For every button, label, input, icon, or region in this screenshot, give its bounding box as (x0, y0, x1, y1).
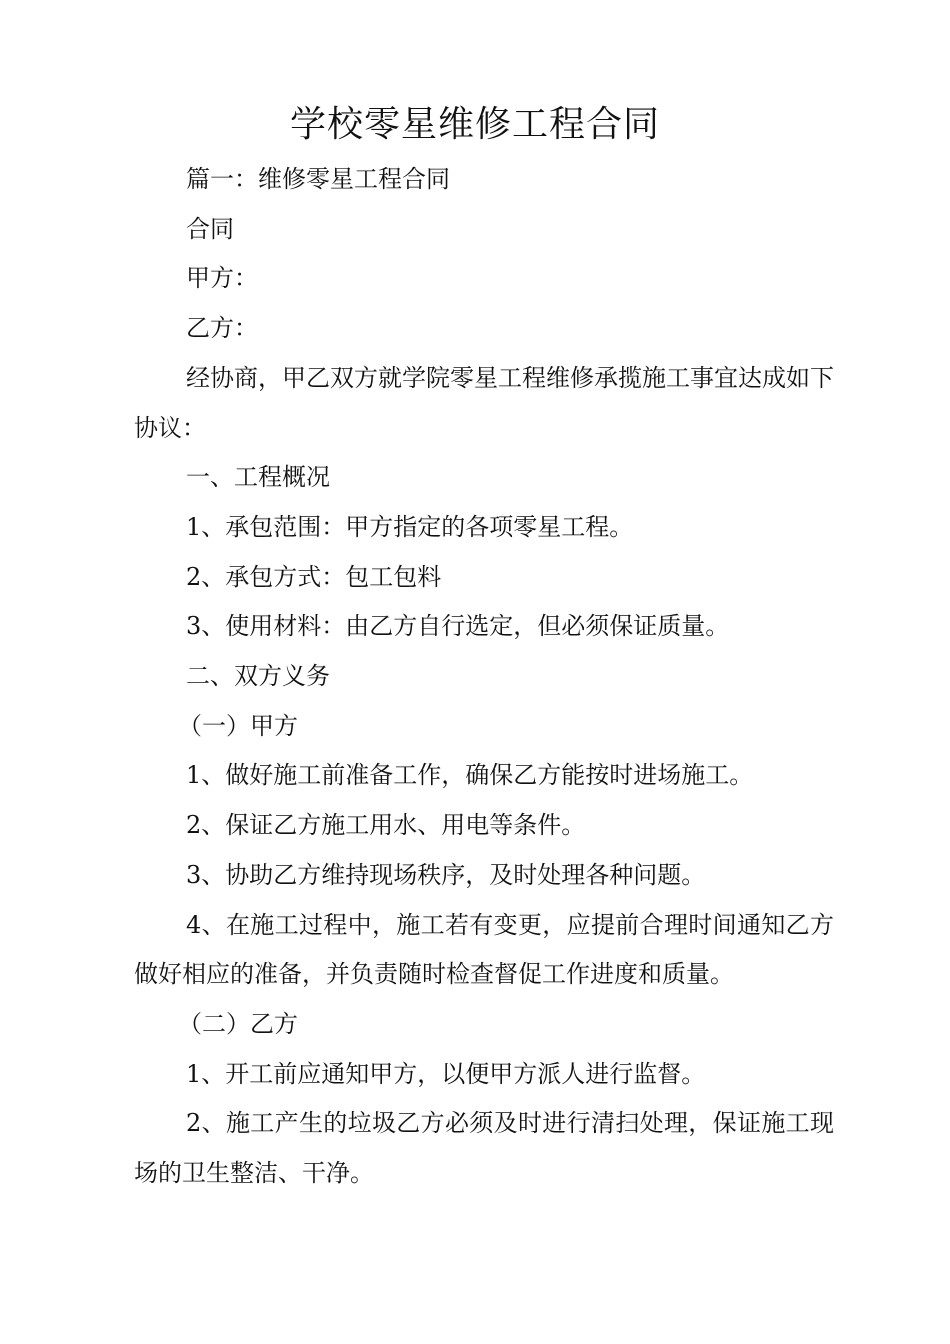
paragraph-materials: 3、使用材料：由乙方自行选定，但必须保证质量。 (186, 612, 730, 641)
paragraph-contract-label: 合同 (186, 214, 234, 243)
document-title: 学校零星维修工程合同 (289, 104, 660, 145)
paragraph-party-a-item-4: 4、在施工过程中，施工若有变更，应提前合理时间通知乙方做好相应的准备，并负责随时检查督促工作进度和质量。 (134, 910, 834, 989)
paragraph-party-a-item-2: 2、保证乙方施工用水、用电等条件。 (186, 811, 586, 840)
paragraph-party-a-item-1: 1、做好施工前准备工作，确保乙方能按时进场施工。 (186, 761, 754, 790)
document-body (134, 155, 834, 1199)
paragraph-section-heading: 篇一：维修零星工程合同 (186, 165, 450, 193)
paragraph-party-b-item-1: 1、开工前应通知甲方，以便甲方派人进行监督。 (186, 1059, 706, 1088)
paragraph-party-b: 乙方： (186, 314, 258, 343)
paragraph-party-a-item-3: 3、协助乙方维持现场秩序，及时处理各种问题。 (186, 860, 706, 889)
paragraph-scope: 1、承包范围：甲方指定的各项零星工程。 (186, 512, 634, 541)
paragraph-method: 2、承包方式：包工包料 (186, 562, 442, 591)
paragraph-heading-obligations: 二、双方义务 (186, 662, 330, 691)
paragraph-subheading-party-a: （一）甲方 (178, 711, 298, 740)
paragraph-agreement-intro: 经协商，甲乙双方就学院零星工程维修承揽施工事宜达成如下协议： (134, 363, 834, 442)
paragraph-party-b-item-2: 2、施工产生的垃圾乙方必须及时进行清扫处理，保证施工现场的卫生整洁、干净。 (134, 1109, 834, 1188)
paragraph-heading-overview: 一、工程概况 (186, 463, 330, 492)
paragraph-party-a: 甲方： (186, 264, 258, 293)
paragraph-subheading-party-b: （二）乙方 (178, 1009, 298, 1038)
